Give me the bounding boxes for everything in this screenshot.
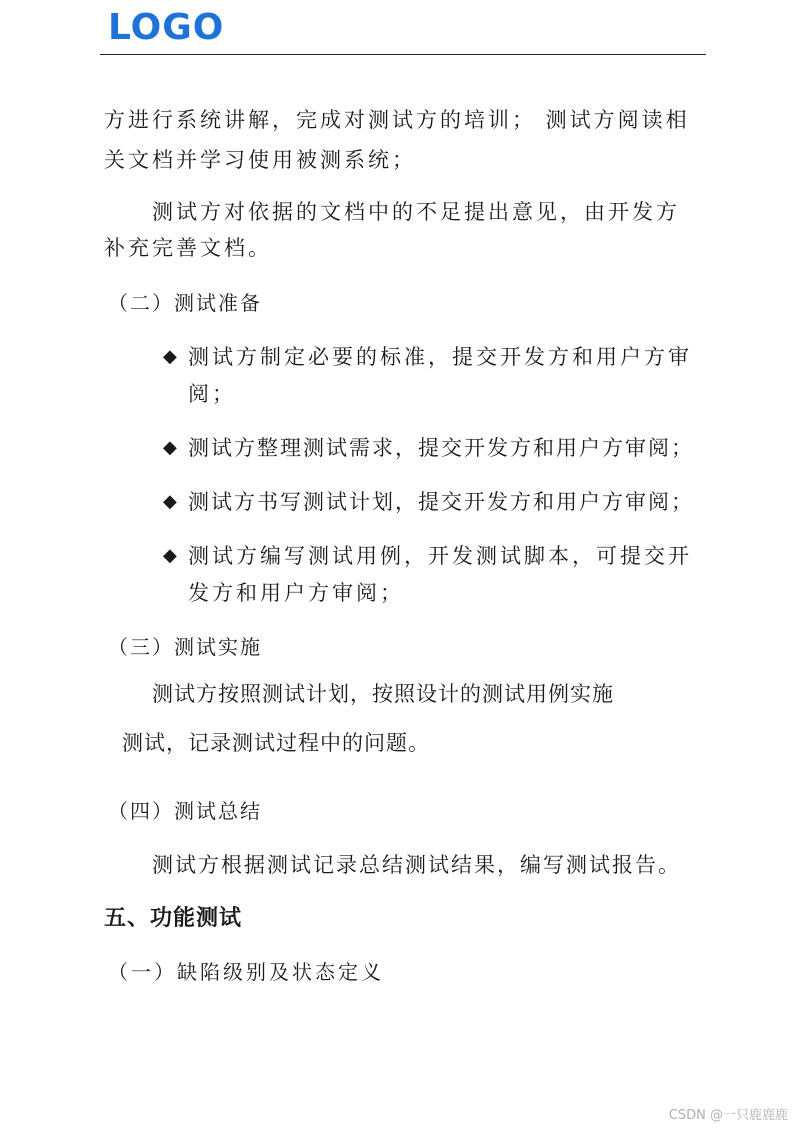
diamond-bullet-icon: ◆: [163, 437, 177, 458]
list-item: 测试方整理测试需求，提交开发方和用户方审阅；: [188, 436, 694, 460]
list-item-continuation: 发方和用户方审阅；: [188, 581, 404, 605]
section-heading: （三）测试实施: [108, 635, 262, 659]
section-heading: （四）测试总结: [108, 799, 262, 823]
diamond-bullet-icon: ◆: [163, 491, 177, 512]
list-item: 测试方制定必要的标准，提交开发方和用户方审: [188, 345, 692, 369]
paragraph-line: 补充完善文档。: [104, 236, 272, 260]
header-divider: [100, 54, 706, 55]
diamond-bullet-icon: ◆: [163, 346, 177, 367]
list-item-continuation: 阅；: [188, 382, 236, 406]
list-item: 测试方书写测试计划，提交开发方和用户方审阅；: [188, 490, 694, 514]
section-heading: （二）测试准备: [108, 291, 262, 315]
section-heading: （一）缺陷级别及状态定义: [108, 960, 384, 984]
watermark: CSDN @一只鹿鹿鹿: [668, 1108, 788, 1123]
diamond-bullet-icon: ◆: [163, 545, 177, 566]
logo: LOGO: [108, 7, 225, 48]
paragraph-line: 关文档并学习使用被测系统；: [104, 148, 416, 172]
paragraph-line: 测试方根据测试记录总结测试结果，编写测试报告。: [152, 853, 681, 877]
chapter-heading: 五、功能测试: [104, 906, 243, 931]
paragraph-line: 测试方对依据的文档中的不足提出意见，由开发方: [152, 200, 680, 224]
paragraph-line: 测试方按照测试计划，按照设计的测试用例实施: [152, 682, 614, 706]
paragraph-line: 测试，记录测试过程中的问题。: [122, 731, 430, 755]
list-item: 测试方编写测试用例，开发测试脚本，可提交开: [188, 544, 692, 568]
paragraph-line: 方进行系统讲解，完成对测试方的培训； 测试方阅读相: [104, 108, 690, 132]
